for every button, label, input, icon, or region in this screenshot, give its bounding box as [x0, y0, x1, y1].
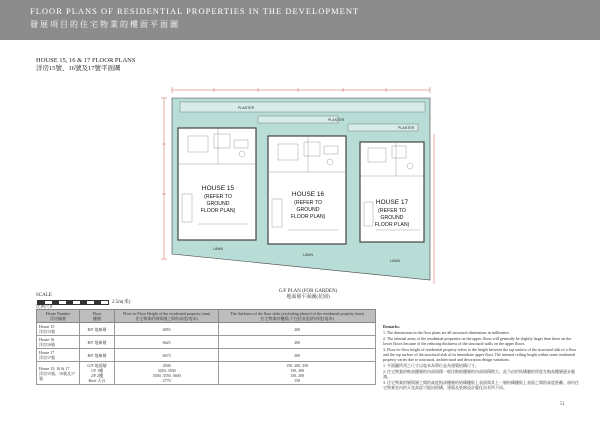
plan-caption: [258, 289, 358, 301]
table-row: [37, 323, 376, 336]
lawn-label: LAWN: [213, 247, 223, 251]
table-header-height: Floor-to-Floor Height of the residential property (mm) 住宅物業的層與層之間的高度(毫米): [115, 310, 219, 323]
table-header-thickness: The thickness of the floor slabs (excluding plaster) of the residential property (mm) 住宅物業的樓板(不包括灰泥)的厚度(毫米): [219, 310, 376, 323]
house-17-label: FLOOR PLAN): [374, 222, 410, 228]
table-cell-floor: G/F 地面層 1/F 1樓 2/F 2樓 Roof 天台: [80, 362, 115, 385]
table-cell-house: House 15, 16 & 17 洋房15號、16號及17號: [37, 362, 80, 385]
house-17-label: (REFER TO: [378, 208, 406, 214]
house-15-label: FLOOR PLAN): [200, 208, 236, 214]
table-cell-height: 6855: [115, 323, 219, 336]
table-cell-thickness: 150, 200, 250 150, 200 150, 200 150: [219, 362, 376, 385]
remark-item: 3. 住宅物業的層與層之間的高度指該樓層的結構樓板上表面與其上一層結構樓板上表面之間的高度距離。部份住宅物業室內的天花高度可能因結構、建築及裝修設計變化而有所不同。: [383, 379, 579, 390]
table-cell-height: 4500 3450, 3500 3500, 3550, 3600 2770: [115, 362, 219, 385]
planter-label: PLANTER: [238, 106, 255, 110]
scale-right: 2.5m(米): [112, 300, 131, 305]
lawn-label: LAWN: [390, 259, 400, 263]
table-cell-floor: B/F 地庫層: [80, 336, 115, 349]
plan-caption-en: G/F PLAN (FOR GARDEN): [278, 289, 338, 294]
scale-label: [36, 293, 52, 299]
plan-caption-zh: 地面層平面圖(花園): [286, 295, 330, 300]
table-cell-thickness: 200: [219, 349, 376, 362]
lawn-label: LAWN: [303, 253, 313, 257]
house-16-label: HOUSE 16: [291, 191, 325, 198]
remark-item: 1. The dimensions in the floor plans are all structural dimensions in millimetre.: [383, 330, 510, 336]
house-15-footprint: [178, 128, 256, 240]
house-17-label: HOUSE 17: [375, 199, 409, 206]
remark-item: 2. 住宅物業的較高樓層的內部面積一般比較低樓層的內部面積稍大，此乃由於結構牆的厚度在較高樓層逐步遞減。: [383, 368, 575, 379]
header-title-zh: 發展項目的住宅物業的樓面平面圖: [30, 20, 180, 29]
table-cell-height: 6625: [115, 336, 219, 349]
remark-item: 2. The internal areas of the residential properties on the upper floors will generally be slightly larger than those on the lower floors because of the reducing thickness of the structural walls on the upper floors.: [383, 335, 572, 347]
house-15-label: HOUSE 15: [201, 185, 235, 192]
table-cell-house: House 15 洋房15號: [37, 323, 80, 336]
scale-zh: 比例尺: [36, 304, 50, 309]
remark-item: 1. 平面圖所列之尺寸以毫米為單位並為建築結構尺寸。: [383, 362, 479, 368]
floor-plan-drawing: [158, 84, 440, 286]
table-cell-house: House 16 洋房16號: [37, 336, 80, 349]
house-15-label: (REFER TO: [204, 194, 232, 200]
table-cell-floor: B/F 地庫層: [80, 349, 115, 362]
house-16-footprint: [268, 136, 346, 244]
house-16-label: FLOOR PLAN): [290, 214, 326, 220]
table-header-floor: Floor 樓層: [80, 310, 115, 323]
house-16-label: GROUND: [296, 207, 320, 213]
table-cell-floor: B/F 地庫層: [80, 323, 115, 336]
remark-item: 3. Floor-to-floor height of residential property refers to the height between the top surface of the structural slab of a floor and the top surface of the structural slab of its immediate upper floor. The internal ceiling height within some residential property varies due to structural, architectural and decoration design variations.: [383, 346, 577, 363]
table-header-house: House Number 洋房編號: [37, 310, 80, 323]
planter-strip: [180, 102, 425, 112]
table-cell-thickness: 200: [219, 336, 376, 349]
planter-label: PLANTER: [398, 126, 415, 130]
header-title-en: FLOOR PLANS OF RESIDENTIAL PROPERTIES IN THE DEVELOPMENT: [30, 6, 360, 16]
remarks-title: Remarks:: [383, 324, 400, 329]
subtitle-en: HOUSE 15, 16 & 17 FLOOR PLANS: [36, 57, 136, 64]
table-cell-height: 6675: [115, 349, 219, 362]
remarks-block: [383, 324, 579, 390]
table-cell-house: House 17 洋房17號: [37, 349, 80, 362]
planter-label: PLANTER: [328, 118, 345, 122]
page-number: 51: [560, 402, 565, 407]
section-subtitle: [36, 57, 136, 73]
table-header-row: [37, 310, 376, 323]
subtitle-zh: 洋房15號、16號及17號平面圖: [36, 65, 121, 72]
house-16-label: (REFER TO: [294, 200, 322, 206]
scale-left: 0: [50, 304, 53, 309]
scale-label-en: SCALE: [36, 293, 52, 298]
page-header: [0, 0, 600, 40]
planter-strip: [258, 116, 338, 123]
table-row: [37, 349, 376, 362]
floor-height-table: [36, 309, 376, 385]
table-cell-thickness: 200: [219, 323, 376, 336]
table-row: [37, 336, 376, 349]
house-17-label: GROUND: [380, 215, 404, 221]
house-15-label: GROUND: [206, 201, 230, 207]
table-row: [37, 362, 376, 385]
